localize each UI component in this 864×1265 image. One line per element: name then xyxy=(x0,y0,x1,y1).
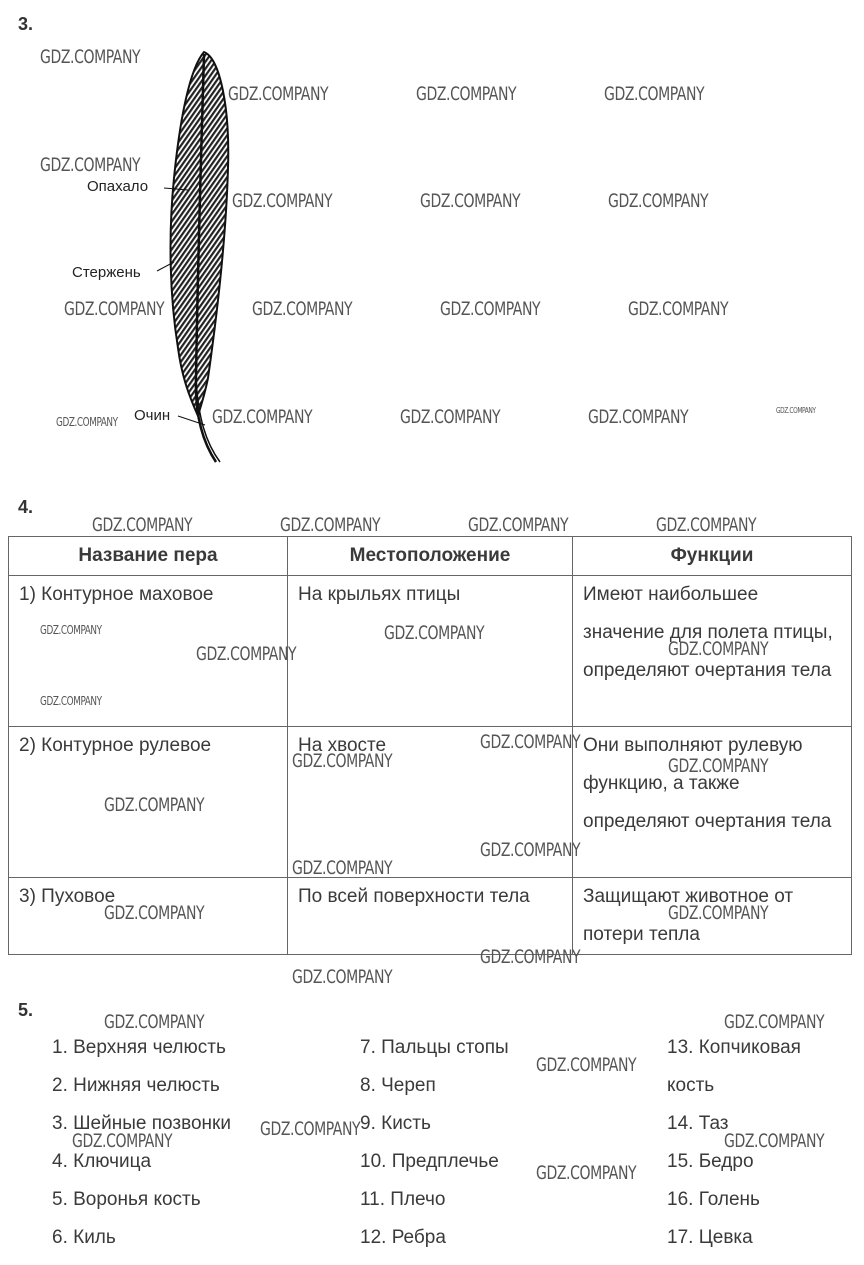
watermark: GDZ.COMPANY xyxy=(668,902,769,924)
list-item: 12. Ребра xyxy=(360,1227,446,1248)
label-opahalo: Опахало xyxy=(87,178,149,195)
header-function: Функции xyxy=(573,537,852,576)
watermark: GDZ.COMPANY xyxy=(416,83,517,105)
watermark: GDZ.COMPANY xyxy=(420,190,521,212)
watermark: GDZ.COMPANY xyxy=(604,83,705,105)
watermark: GDZ.COMPANY xyxy=(724,1011,825,1033)
cell-location: На хвосте xyxy=(288,727,573,878)
list-item: 2. Нижняя челюсть xyxy=(52,1075,220,1096)
list-item: 16. Голень xyxy=(667,1189,760,1210)
watermark: GDZ.COMPANY xyxy=(104,902,205,924)
watermark: GDZ.COMPANY xyxy=(40,623,102,637)
watermark: GDZ.COMPANY xyxy=(280,514,381,536)
list-item: 4. Ключица xyxy=(52,1151,152,1172)
list-item: 10. Предплечье xyxy=(360,1151,499,1172)
list-item: кость xyxy=(667,1075,715,1096)
watermark: GDZ.COMPANY xyxy=(64,298,165,320)
list-item: 14. Таз xyxy=(667,1113,729,1134)
feather-types-table xyxy=(8,536,852,955)
cell-location: На крыльях птицы xyxy=(288,576,573,727)
watermark: GDZ.COMPANY xyxy=(56,415,118,429)
watermark: GDZ.COMPANY xyxy=(292,750,393,772)
cell-function: Защищают животное от потери тепла xyxy=(573,878,852,955)
list-item: 3. Шейные позвонки xyxy=(52,1113,231,1134)
watermark: GDZ.COMPANY xyxy=(384,622,485,644)
watermark: GDZ.COMPANY xyxy=(104,1011,205,1033)
list-item: 13. Копчиковая xyxy=(667,1037,801,1058)
watermark: GDZ.COMPANY xyxy=(196,643,297,665)
cell-function: Они выполняют рулевую функцию, а также определяют очертания тела xyxy=(573,727,852,878)
label-ochin: Очин xyxy=(134,407,171,424)
watermark: GDZ.COMPANY xyxy=(536,1054,637,1076)
watermark: GDZ.COMPANY xyxy=(724,1130,825,1152)
watermark: GDZ.COMPANY xyxy=(92,514,193,536)
section-4-number: 4. xyxy=(18,497,34,517)
list-item: 15. Бедро xyxy=(667,1151,754,1172)
section-5-number: 5. xyxy=(18,1000,34,1020)
watermark: GDZ.COMPANY xyxy=(292,857,393,879)
watermark: GDZ.COMPANY xyxy=(776,406,816,415)
watermark: GDZ.COMPANY xyxy=(40,694,102,708)
list-item: 9. Кисть xyxy=(360,1113,431,1134)
watermark: GDZ.COMPANY xyxy=(72,1130,173,1152)
section-3-number: 3. xyxy=(18,14,34,34)
watermark: GDZ.COMPANY xyxy=(104,794,205,816)
cell-name: 1) Контурное маховое xyxy=(9,576,288,727)
watermark: GDZ.COMPANY xyxy=(252,298,353,320)
cell-function: Имеют наибольшее значение для полета птицы, определяют очертания тела xyxy=(573,576,852,727)
watermark: GDZ.COMPANY xyxy=(232,190,333,212)
list-item: 17. Цевка xyxy=(667,1227,753,1248)
list-item: 5. Воронья кость xyxy=(52,1189,201,1210)
watermark: GDZ.COMPANY xyxy=(628,298,729,320)
watermark: GDZ.COMPANY xyxy=(656,514,757,536)
watermark: GDZ.COMPANY xyxy=(212,406,313,428)
label-sterzhen: Стержень xyxy=(72,264,141,281)
watermark: GDZ.COMPANY xyxy=(480,946,581,968)
list-item: 7. Пальцы стопы xyxy=(360,1037,509,1058)
watermark: GDZ.COMPANY xyxy=(292,966,393,988)
watermark: GDZ.COMPANY xyxy=(400,406,501,428)
watermark: GDZ.COMPANY xyxy=(668,755,769,777)
watermark: GDZ.COMPANY xyxy=(40,46,141,68)
list-item: 11. Плечо xyxy=(360,1189,446,1210)
header-location: Местоположение xyxy=(288,537,573,576)
watermark: GDZ.COMPANY xyxy=(228,83,329,105)
list-item: 6. Киль xyxy=(52,1227,116,1248)
watermark: GDZ.COMPANY xyxy=(480,839,581,861)
watermark: GDZ.COMPANY xyxy=(608,190,709,212)
watermark: GDZ.COMPANY xyxy=(40,154,141,176)
cell-name: 3) Пуховое xyxy=(9,878,288,955)
watermark: GDZ.COMPANY xyxy=(260,1118,361,1140)
cell-name: 2) Контурное рулевое xyxy=(9,727,288,878)
watermark: GDZ.COMPANY xyxy=(440,298,541,320)
header-name: Название пера xyxy=(9,537,288,576)
list-item: 8. Череп xyxy=(360,1075,436,1096)
list-item: 1. Верхняя челюсть xyxy=(52,1037,226,1058)
watermark: GDZ.COMPANY xyxy=(468,514,569,536)
watermark: GDZ.COMPANY xyxy=(480,731,581,753)
cell-location: По всей поверхности тела xyxy=(288,878,573,955)
watermark: GDZ.COMPANY xyxy=(588,406,689,428)
table-header-row xyxy=(9,537,852,576)
watermark: GDZ.COMPANY xyxy=(536,1162,637,1184)
label-leaders xyxy=(0,0,260,460)
watermark: GDZ.COMPANY xyxy=(668,638,769,660)
